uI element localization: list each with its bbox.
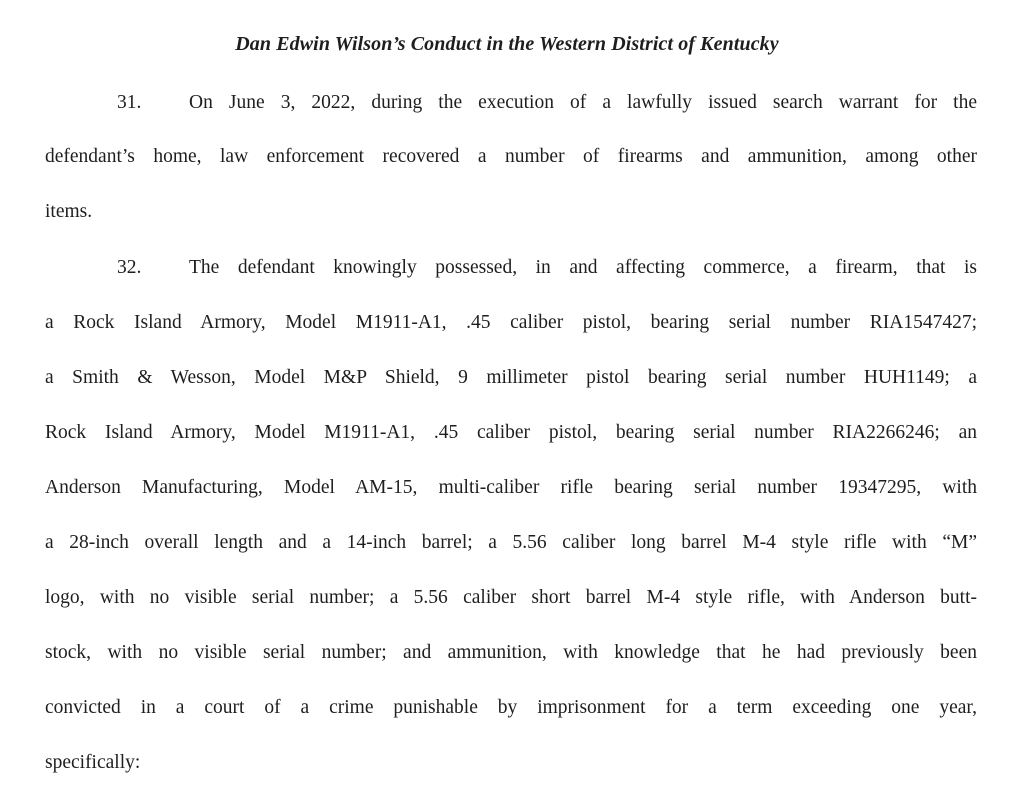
paragraph-32-line-2: a Rock Island Armory, Model M1911-A1, .45 caliber pistol, bearing serial number RIA1547427; bbox=[45, 312, 977, 333]
paragraph-32-line-8: stock, with no visible serial number; and ammunition, with knowledge that he had previously been bbox=[45, 642, 977, 663]
paragraph-31-line-3: items. bbox=[45, 201, 93, 222]
paragraph-31-line-2: defendant’s home, law enforcement recovered a number of firearms and ammunition, among other bbox=[45, 146, 977, 167]
section-heading: Dan Edwin Wilson’s Conduct in the Western District of Kentucky bbox=[235, 33, 779, 55]
paragraph-text: The defendant knowingly possessed, in and affecting commerce, a firearm, that is bbox=[189, 257, 977, 278]
paragraph-32-line-5: Anderson Manufacturing, Model AM-15, multi-caliber rifle bearing serial number 19347295, with bbox=[45, 477, 977, 498]
paragraph-31-line-1 bbox=[45, 91, 977, 115]
paragraph-number: 32. bbox=[117, 257, 142, 278]
paragraph-32-line-4: Rock Island Armory, Model M1911-A1, .45 caliber pistol, bearing serial number RIA2266246; an bbox=[45, 422, 977, 443]
paragraph-32-line-10: specifically: bbox=[45, 752, 141, 773]
cut-off-previous-line bbox=[0, 0, 1014, 6]
paragraph-32-line-7: logo, with no visible serial number; a 5.56 caliber short barrel M-4 style rifle, with Anderson butt- bbox=[45, 587, 977, 608]
paragraph-32-line-9: convicted in a court of a crime punishable by imprisonment for a term exceeding one year, bbox=[45, 697, 977, 718]
paragraph-number: 31. bbox=[117, 92, 142, 113]
paragraph-text: On June 3, 2022, during the execution of a lawfully issued search warrant for the bbox=[189, 92, 977, 113]
paragraph-32-line-3: a Smith & Wesson, Model M&P Shield, 9 millimeter pistol bearing serial number HUH1149; a bbox=[45, 367, 977, 388]
paragraph-32-line-1 bbox=[45, 256, 977, 280]
paragraph-32-line-6: a 28-inch overall length and a 14-inch barrel; a 5.56 caliber long barrel M-4 style rifle with “M” bbox=[45, 532, 977, 553]
